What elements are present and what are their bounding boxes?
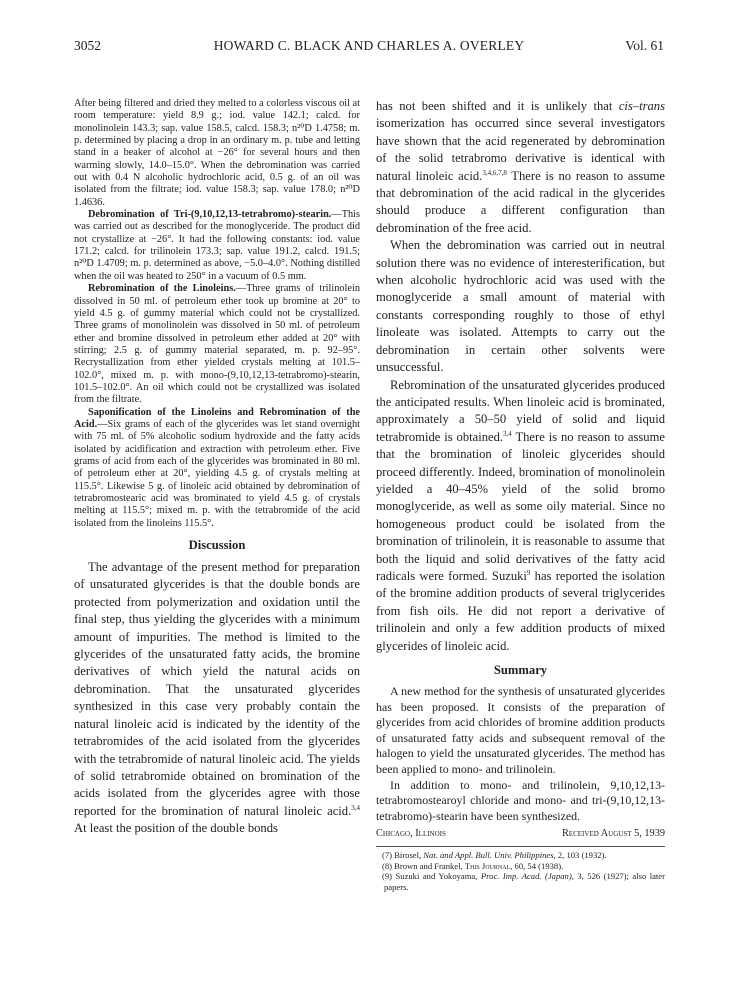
footnote-text: 60, 54 (1938). [512,860,564,871]
citation-superscript: 9 [526,568,531,577]
discussion-paragraph: When the debromination was carried out in neutral solution there was no evidence of interesterification, but when alcoholic hydrochloric acid was used with the monoglyceride a small amount of material with constants corresponding roughly to those of ethyl linoleate was isolated. Attempts to carry out the debromination in certain other solvents were unsuccessful. [376,238,665,375]
experimental-paragraph [74,407,360,530]
footnote-rule [376,846,665,847]
paragraph-text: has reported the isolation of the bromine addition products of several triglycerides from fish oils. He did not report a derivative of trilinolein and only a few addition products of mixed glycerides of linoleic acid. [376,568,665,653]
summary-paragraph: A new method for the synthesis of unsaturated glycerides has been proposed. It consists of the preparation of glycerides from acid chlorides of bromine addition products of unsaturated fatty acids and subsequent removal of the halogen to yield the unsaturated glycerides. The method has been applied to mono- and trilinolein. [376,684,665,776]
experimental-paragraph: After being filtered and dried they melted to a colorless viscous oil at room temperature: yield 8.9 g.; iod. value 142.1; calcd. for monolinolein 143.3; sap. value 158.5, calcd. 158.3; n²⁰D 1.4758; m. p. determined by placing a drop in an ordinary m. p. tube and letting stand in a beaker of alcohol at −26° for several hours and then warming slowly, 14.0–15.0°. When the debromination was carried out with 0.4 N alcoholic hydrochloric acid, 0.5 g. of an oil was isolated from the filtrate; iod. value 158.3; sap. value 178.0; n²⁰D 1.4636. [74,98,360,208]
discussion-paragraph [376,377,665,656]
paragraph-text: There is no reason to assume that the bromination of linoleic glycerides should proceed differently. Indeed, bromination of monolinolein yielded a 40–45% yield of the solid bromo monoglyceride, as well as some oily material. Since no homogeneous product could be isolated from the bromination of trilinolein, it is reasonable to assume that both the liquid and solid derivatives of the fatty acid radicals were formed. Suzuki [376,429,665,583]
paragraph-text: has not been shifted and it is unlikely that [376,99,619,113]
page-header [74,38,664,58]
footnote-text: (8) Brown and Frankel, [382,860,465,871]
citation-superscript: 3,4,6,7,8 [482,168,507,177]
footnote-text: (9) Suzuki and Yokoyama, [382,871,481,882]
journal-name: Nat. and Appl. Bull. Univ. Philippines, [423,850,556,861]
summary-heading: Summary [493,663,548,677]
summary-paragraph: In addition to mono- and trilinolein, 9,10,12,13-tetrabromostearoyl chloride and mono- and tri-(9,10,12,13-tetrabromo)-stearin have been synthesized. [376,777,665,823]
received-date: Received August 5, 1939 [561,828,665,840]
footnote-text: 2, 103 (1932). [555,850,607,861]
subsection-heading: Saponification of the Linoleins and Rebromination of the Acid. [74,406,360,430]
location: Chicago, Illinois [376,828,446,840]
experimental-paragraph [74,209,360,283]
paragraph-text: isomerization has occurred since several investigators have shown that the acid regenerated by debromination of the solid tetrabromo derivative is identical with natural linoleic acid. [376,116,665,183]
discussion-paragraph [74,559,360,838]
right-column [376,98,665,892]
subsection-heading: Rebromination of the Linoleins. [88,283,236,295]
signature-line [376,828,665,841]
subsection-heading: Debromination of Tri-(9,10,12,13-tetrabromo)-stearin. [88,209,332,221]
footnote [376,861,665,871]
left-column [74,98,360,838]
paragraph-text: There is no reason to assume that debromination of the acid radical in the glycerides should produce a different configuration than debromination of the free acid. [376,168,666,235]
footnote-text: 3, 526 (1927); also later papers. [384,871,665,892]
journal-name: This Journal, [464,860,513,871]
citation-superscript: 3,4 [503,429,512,438]
page-number: 3052 [74,38,101,53]
italic-term: cis–trans [618,99,665,113]
footnote [376,871,665,892]
running-head: HOWARD C. BLACK AND CHARLES A. OVERLEY [213,38,525,53]
paragraph-text: —This was carried out as described for the monoglyceride. The product did not crystallize at −26°. It had the following constants: iod. value 171.2; calcd. for trilinolein 173.3; sap. value 191.2, calcd. 191.5; n²⁰D 1.4709; m. p. determined as above, −5.0–4.0°. Nothing distilled when the oil was heated to 250° in a vacuum of 0.5 mm. [74,209,360,282]
journal-name: Proc. Imp. Acad. (Japan), [480,871,574,882]
paragraph-text: The advantage of the present method for preparation of unsaturated glycerides is that the double bonds are protected from polymerization and oxidation until the final step, thus yielding the glycerides with a minimum amount of impurities. The method is limited to the glycerides of the unsaturated fatty acids, the bromine derivatives of which yield the natural acids on debromination. That the unsaturated glycerides synthesized in this case very probably contain the natural linoleic acid is indicated by the identity of the tetrabromides of the acid isolated from the glycerides with the tetrabromide of natural linoleic acid. The yields of solid tetrabromide obtained on bromination of the acids isolated from the glycerides agree with those reported for the bromination of natural linoleic acid. [74,560,360,818]
volume-label: Vol. 61 [625,38,664,53]
paragraph-text: —Six grams of each of the glycerides was let stand overnight with 75 ml. of 5% alcoholic sodium hydroxide and the fatty acids isolated by acidification and extraction with petroleum ether. Five grams of acid from each of the glycerides was brominated in 80 ml. of petroleum ether at 20°, yielding 4.5 g. of crystals melting at 115.5°. Likewise 5 g. of linoleic acid obtained by debromination of tetrabromostearic acid was brominated to yield 4.5 g. of crystals melting at 115.5°; mixed m. p. with the tetrabromide of the acid isolated from the linoleins 115.5°. [74,418,360,529]
paragraph-text: At least the position of the double bonds [74,821,278,836]
discussion-heading: Discussion [188,538,246,553]
footnote-text: (7) Birosel, [382,850,424,861]
experimental-paragraph [74,283,360,406]
paragraph-text: Rebromination of the unsaturated glycerides produced the anticipated results. When linoleic acid is brominated, approximately a 50–50 yield of solid and liquid tetrabromide is obtained. [376,377,665,444]
paragraph-text: —Three grams of trilinolein dissolved in 50 ml. of petroleum ether took up bromine at 20° to yield 4.5 g. of gummy material which could not be crystallized. Three grams of monolinolein was dissolved in 50 ml. of petroleum ether and bromine dissolved in petroleum ether added at 20° with stirring; 2.5 g. of gummy material separated, m. p. 92–95°. Recrystallization from ether yielded crystals melting at 101.5–102.0°, mixed m. p. with mono-(9,10,12,13-tetrabromo)-stearin, 101.5–102.0°. An oil which could not be crystallized was isolated from the filtrate. [74,283,360,406]
citation-superscript: 3,4 [351,803,360,812]
discussion-paragraph [376,98,665,237]
footnote [376,850,665,860]
